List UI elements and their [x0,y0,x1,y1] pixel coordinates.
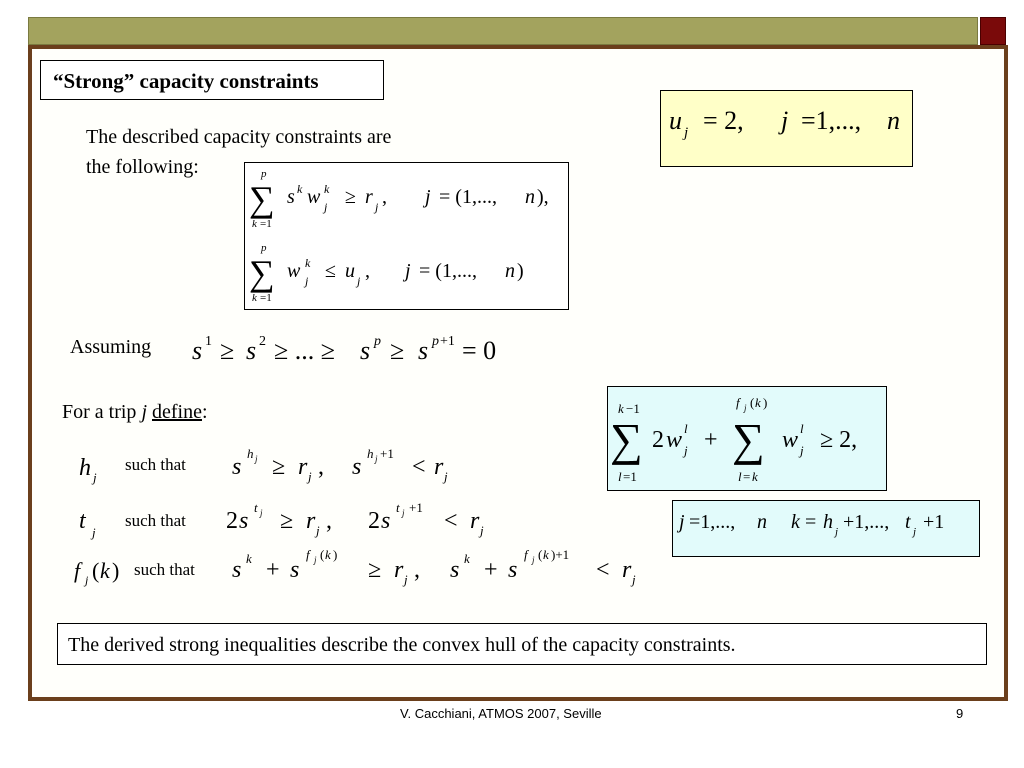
svg-text:j: j [308,469,312,484]
svg-text:p: p [432,334,439,349]
svg-text:j: j [316,523,320,538]
svg-text:w: w [782,427,799,453]
svg-text:j: j [800,443,804,458]
svg-text:j: j [405,260,411,282]
svg-text:t: t [905,511,911,533]
svg-text:≥: ≥ [368,557,382,583]
svg-text:j: j [404,572,408,587]
strong-inequality-box [607,386,887,491]
svg-text:t: t [254,500,258,515]
svg-text:s: s [508,557,518,583]
svg-text:k: k [464,551,470,566]
svg-text:l: l [618,469,622,484]
svg-text:j: j [85,573,89,587]
svg-text:j: j [684,125,689,141]
svg-text:≥: ≥ [390,336,405,365]
svg-text:=: = [805,511,817,533]
svg-text:≥: ≥ [345,186,356,208]
svg-text:h: h [79,455,91,481]
svg-text:j: j [532,555,535,565]
svg-text:r: r [470,508,480,534]
svg-text:s: s [232,557,242,583]
svg-text:j: j [255,454,258,464]
svg-text:∑: ∑ [249,179,275,219]
svg-text:): ) [112,558,120,583]
svg-text:=1,...,: =1,..., [801,106,862,135]
svg-text:j: j [425,186,431,208]
svg-text:u: u [669,106,682,135]
svg-text:k: k [246,551,252,566]
trip-variable: j [141,401,147,423]
svg-text:=: = [743,469,751,484]
svg-text:l: l [738,469,742,484]
svg-text:t: t [79,508,86,534]
svg-text:≥ ... ≥: ≥ ... ≥ [274,336,336,365]
svg-text:=1,...,: =1,..., [689,511,736,533]
f-j-k-condition [228,543,658,593]
svg-text:=1: =1 [260,218,272,230]
svg-text:),: ), [537,186,549,208]
svg-text:s: s [287,186,295,208]
svg-text:,: , [414,557,420,583]
such-that-3: such that [134,560,195,579]
svg-text:n: n [505,260,515,282]
svg-text:k: k [618,401,624,416]
svg-text:∑: ∑ [732,414,765,465]
assuming-label: Assuming [70,336,152,358]
svg-text:(: ( [538,547,543,562]
svg-text:+: + [266,557,280,583]
svg-text:=1: =1 [260,292,272,304]
svg-text:+1: +1 [440,334,455,349]
svg-text:∑: ∑ [610,414,643,465]
svg-text:<: < [596,557,610,583]
conclusion-box: The derived strong inequalities describe the convex hull of the capacity constraints. [57,623,987,665]
svg-text:(: ( [92,558,100,583]
svg-text:k: k [252,218,257,230]
svg-text:n: n [525,186,535,208]
svg-text:s: s [360,336,371,365]
svg-text:j: j [913,526,917,538]
svg-text:k: k [755,395,761,410]
header-bar [28,17,978,45]
svg-text:2: 2 [226,508,238,534]
svg-text:j: j [744,403,747,413]
svg-text:f: f [74,558,81,583]
svg-text:w: w [287,260,301,282]
svg-text:f: f [524,547,528,562]
svg-text:f: f [736,395,740,410]
such-that-1: such that [125,455,186,474]
header-corner-square [980,17,1006,45]
svg-text:= (1,...,: = (1,..., [419,260,477,282]
svg-text:t: t [396,500,400,515]
svg-text:=1: =1 [623,469,637,484]
t-j-symbol [75,500,111,542]
svg-text:= 0: = 0 [462,336,497,365]
svg-text:2: 2 [259,334,266,349]
svg-text:<: < [412,454,426,480]
svg-text:+1,...,: +1,..., [843,511,890,533]
svg-text:s: s [381,508,391,534]
capacity-value-formula [661,91,912,166]
svg-text:−1: −1 [626,401,640,416]
svg-text:j: j [480,523,484,538]
svg-text:l: l [800,421,804,436]
svg-text:,: , [318,454,324,480]
svg-text:k: k [100,558,110,583]
svg-text:j: j [684,443,688,458]
svg-text:j: j [679,511,685,533]
t-j-condition [222,494,512,542]
svg-text:w: w [666,427,683,453]
svg-text:,: , [326,508,332,534]
svg-text:h: h [367,446,374,461]
svg-text:j: j [444,469,448,484]
svg-text:+1: +1 [923,511,945,533]
svg-text:s: s [232,454,242,480]
svg-text:k: k [324,182,330,196]
svg-text:+: + [484,557,498,583]
slide-title: “Strong” capacity constraints [40,60,384,100]
svg-text:s: s [239,508,249,534]
svg-text:r: r [365,186,373,208]
svg-text:p: p [261,168,267,180]
svg-text:<: < [444,508,458,534]
svg-text:j: j [402,508,405,518]
svg-text:∑: ∑ [249,253,275,293]
svg-text:r: r [394,557,404,583]
svg-text:n: n [887,106,900,135]
svg-text:j: j [324,200,328,214]
svg-text:r: r [434,454,444,480]
svg-text:≥: ≥ [220,336,235,365]
svg-text:+1: +1 [409,500,423,515]
svg-text:k: k [752,469,758,484]
svg-text:p: p [374,334,381,349]
svg-text:+: + [704,427,718,453]
svg-text:f: f [306,547,310,562]
svg-text:= (1,...,: = (1,..., [439,186,497,208]
svg-text:,: , [365,260,370,282]
svg-text:≥ 2,: ≥ 2, [820,427,858,453]
svg-text:,: , [382,186,387,208]
svg-text:s: s [418,336,429,365]
svg-text:j: j [357,274,361,288]
intro-line-2: the following: [86,156,199,178]
svg-text:): ) [333,547,338,562]
svg-text:s: s [192,336,203,365]
strong-inequality-formula [608,387,886,490]
svg-text:)+1: )+1 [551,547,570,562]
capacity-value-box [660,90,913,167]
svg-text:k: k [325,547,331,562]
trip-label-prefix: For a trip [62,401,142,423]
svg-text:+1: +1 [380,446,394,461]
svg-text:j: j [781,106,789,135]
footer-citation: V. Cacchiani, ATMOS 2007, Seville [400,706,602,721]
svg-text:(: ( [320,547,325,562]
svg-text:(: ( [750,395,755,410]
svg-text:j: j [93,470,97,485]
svg-text:s: s [290,557,300,583]
svg-text:1: 1 [205,334,212,349]
svg-text:r: r [622,557,632,583]
svg-text:p: p [261,242,267,254]
capacity-constraints-formula [245,163,568,309]
intro-line-1: The described capacity constraints are [86,126,392,148]
svg-text:r: r [298,454,308,480]
svg-text:h: h [247,446,254,461]
svg-text:): ) [763,395,768,410]
svg-text:≥: ≥ [272,454,286,480]
h-j-symbol [75,447,111,487]
svg-text:j: j [632,572,636,587]
svg-text:j: j [92,525,96,540]
index-range-formula [673,501,979,556]
svg-text:s: s [246,336,257,365]
index-range-box [672,500,980,557]
svg-text:s: s [450,557,460,583]
capacity-constraints-box [244,162,569,310]
svg-text:j: j [375,454,378,464]
svg-text:): ) [517,260,524,282]
svg-text:j: j [375,200,379,214]
svg-text:= 2,: = 2, [703,106,744,135]
svg-text:w: w [307,186,321,208]
svg-text:j: j [260,508,263,518]
svg-text:2: 2 [652,427,664,453]
h-j-condition [228,440,478,488]
svg-text:k: k [791,511,800,533]
svg-text:u: u [345,260,355,282]
svg-text:l: l [684,421,688,436]
svg-text:≥: ≥ [280,508,294,534]
svg-text:j: j [305,274,309,288]
svg-text:s: s [352,454,362,480]
svg-text:2: 2 [368,508,380,534]
assuming-formula [190,325,530,370]
svg-text:k: k [543,547,549,562]
svg-text:h: h [823,511,833,533]
trip-colon: : [201,401,208,423]
svg-text:k: k [305,256,311,270]
svg-text:r: r [306,508,316,534]
svg-text:n: n [757,511,767,533]
svg-text:k: k [252,292,257,304]
f-j-k-symbol [70,552,132,592]
svg-text:≤: ≤ [325,260,336,282]
svg-text:j: j [314,555,317,565]
svg-text:k: k [297,182,303,196]
page-number: 9 [956,706,964,721]
svg-text:j: j [835,526,839,538]
such-that-2: such that [125,511,186,530]
trip-define-label [62,397,208,427]
define-word: define [152,401,202,423]
